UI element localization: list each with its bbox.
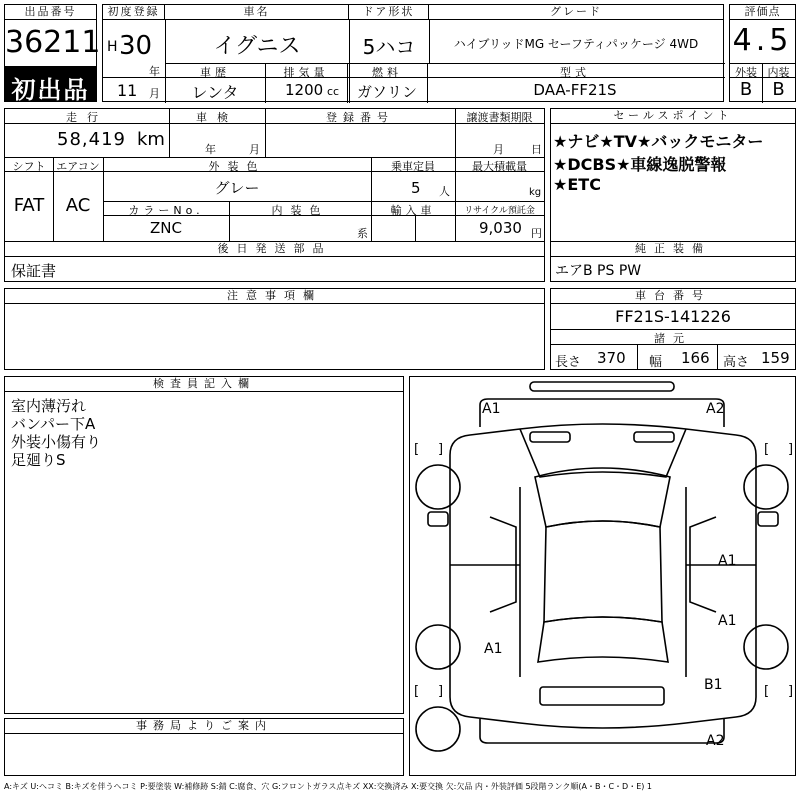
ext-label: 外装 <box>735 66 757 79</box>
score-box <box>729 4 796 102</box>
sales-point-line-1: ★ナビ★TV★バックモニター <box>553 132 764 151</box>
genuine-equipment-value: エアB PS PW <box>555 263 642 279</box>
model-label: 型式 <box>560 66 590 79</box>
displacement-unit: cc <box>327 85 340 98</box>
grade-value: ハイブリッドMG セーフティパッケージ 4WD <box>453 37 699 51</box>
chassis-label: 車台番号 <box>551 289 795 304</box>
inspector-box <box>4 376 404 714</box>
era: H <box>107 39 118 55</box>
fuel-value: ガソリン <box>356 83 417 101</box>
notes-label: 注意事項欄 <box>5 289 544 304</box>
displacement-label: 排気量 <box>283 66 329 79</box>
registration-label: 登録番号 <box>326 111 394 124</box>
shift-label: シフト <box>12 160 46 173</box>
sales-points-box <box>550 108 796 242</box>
month-value: 11 <box>117 81 138 100</box>
width-value: 166 <box>681 349 710 367</box>
color-no-label: カラーNo. <box>128 204 204 217</box>
height-value: 159 <box>761 349 790 367</box>
genuine-equipment-label: 純正装備 <box>551 242 795 257</box>
inspector-line-4: 足廻りS <box>11 451 66 469</box>
transfer-day-unit: 日 <box>531 143 542 156</box>
score-value: 4.5 <box>732 23 793 58</box>
sales-point-line-2: ★DCBS★車線逸脱警報 <box>553 155 727 174</box>
mileage-unit: km <box>137 129 165 150</box>
svg-text:[: [ <box>414 684 420 699</box>
mark-a1-right-upper: A1 <box>718 553 737 569</box>
mark-a1-top-left: A1 <box>482 401 501 417</box>
first-listing-text: 初出品 <box>11 76 90 104</box>
door-label: ドア形状 <box>349 5 429 20</box>
interior-color-label: 内装色 <box>271 204 329 217</box>
load-label: 最大積載量 <box>472 160 527 173</box>
ext-value: B <box>739 79 753 100</box>
grade-label: グレード <box>429 5 723 20</box>
first-listing-badge <box>4 66 97 102</box>
inspector-line-2: バンパー下A <box>11 415 96 433</box>
details-box <box>4 108 545 242</box>
office-label: 事務局よりご案内 <box>5 719 403 734</box>
car-diagram <box>410 377 795 775</box>
later-parts-label: 後日発送部品 <box>5 242 544 257</box>
color-no-value: ZNC <box>150 219 182 237</box>
vehicle-info-box <box>102 4 724 102</box>
sales-point-line-3: ★ETC <box>553 175 601 194</box>
later-parts-box <box>4 242 545 282</box>
inspector-label: 検査員記入欄 <box>5 377 403 392</box>
svg-text:]: ] <box>788 684 794 699</box>
lot-label: 出品番号 <box>5 5 96 20</box>
transfer-month-unit: 月 <box>493 143 504 156</box>
svg-text:[: [ <box>764 442 770 457</box>
recycle-label: リサイクル預託金 <box>464 206 535 216</box>
first-reg-label: 初度登録 <box>103 5 165 20</box>
length-label: 長さ <box>555 355 582 370</box>
year-value: 30 <box>119 31 153 61</box>
svg-text:]: ] <box>438 684 444 699</box>
car-name: イグニス <box>213 34 301 59</box>
mileage-label: 走行 <box>66 111 108 124</box>
sales-points-label: セールスポイント <box>551 109 795 124</box>
later-parts-value: 保証書 <box>11 262 57 280</box>
transfer-label: 譲渡書類期限 <box>466 111 533 124</box>
int-value: B <box>772 79 785 100</box>
capacity-unit: 人 <box>439 185 450 198</box>
inspection-year-unit: 年 <box>205 143 216 156</box>
car-name-label: 車名 <box>165 5 349 20</box>
inspection-month-unit: 月 <box>249 143 260 156</box>
load-unit: kg <box>529 187 542 198</box>
ac-label: エアコン <box>56 160 100 173</box>
genuine-equipment-box <box>550 242 796 282</box>
fuel-label: 燃料 <box>372 66 402 79</box>
ac-value: AC <box>65 195 91 216</box>
office-box <box>4 718 404 776</box>
score-label: 評価点 <box>730 5 795 20</box>
door-value: 5ハコ <box>362 35 416 59</box>
month-unit: 月 <box>149 87 160 100</box>
recycle-value: 9,030 <box>479 219 522 237</box>
mark-b1-right: B1 <box>704 677 723 693</box>
lot-number: 36211 <box>5 25 101 60</box>
mark-a1-left-wheel: A1 <box>484 641 503 657</box>
width-label: 幅 <box>649 355 663 370</box>
model-value: DAA-FF21S <box>533 81 617 99</box>
svg-text:]: ] <box>788 442 794 457</box>
legend: A:キズ U:ヘコミ B:キズを伴うヘコミ P:要塗装 W:補修跡 S:錆 C:腐食、穴 G:フロントガラス点キズ XX:交換済み X:要交換 欠:欠品 内・外装評価 5段階ランク順(A・B・C・D・E) 1 <box>4 782 653 791</box>
capacity-label: 乗車定員 <box>391 160 435 173</box>
year-unit: 年 <box>149 65 160 78</box>
interior-color-unit: 系 <box>357 227 368 240</box>
capacity-value: 5 <box>411 179 421 197</box>
exterior-color-label: 外装色 <box>208 160 266 173</box>
inspection-label: 車検 <box>196 111 238 124</box>
mark-a2-bottom: A2 <box>706 733 725 749</box>
shift-value: FAT <box>13 195 45 216</box>
chassis-value: FF21S-141226 <box>615 307 731 326</box>
chassis-box <box>550 288 796 370</box>
exterior-color-value: グレー <box>214 179 260 197</box>
int-label: 内装 <box>767 66 790 79</box>
length-value: 370 <box>597 349 626 367</box>
import-label: 輸入車 <box>390 204 436 217</box>
svg-text:[: [ <box>414 442 420 457</box>
svg-text:]: ] <box>438 442 444 457</box>
notes-box <box>4 288 545 370</box>
inspector-line-3: 外装小傷有り <box>11 433 102 451</box>
mark-a2-top-right: A2 <box>706 401 725 417</box>
recycle-unit: 円 <box>531 227 542 240</box>
mileage-value: 58,419 <box>57 129 126 150</box>
displacement-value: 1200 <box>285 81 324 99</box>
car-diagram-box <box>409 376 796 776</box>
history-label: 車歴 <box>200 66 230 79</box>
inspector-line-1: 室内薄汚れ <box>11 397 87 415</box>
height-label: 高さ <box>723 355 750 370</box>
dims-label: 諸元 <box>654 332 692 345</box>
svg-text:[: [ <box>764 684 770 699</box>
mark-a1-right-lower: A1 <box>718 613 737 629</box>
history-value: レンタ <box>191 83 239 102</box>
